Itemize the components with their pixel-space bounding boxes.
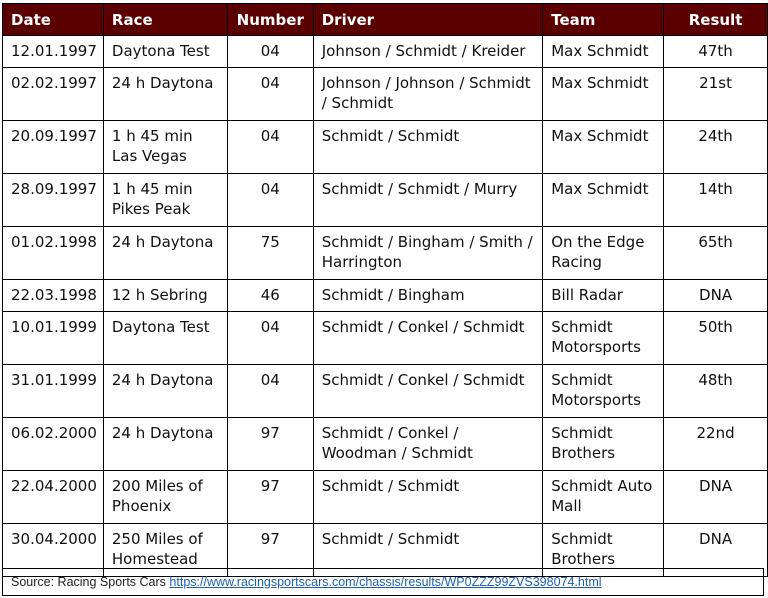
cell-number: 04: [227, 68, 313, 121]
cell-team: Max Schmidt: [543, 36, 664, 68]
cell-number: 04: [227, 36, 313, 68]
cell-number: 04: [227, 365, 313, 418]
cell-race: 200 Miles of Phoenix: [103, 471, 227, 524]
table-row: [3, 418, 768, 471]
cell-team: Schmidt Brothers: [543, 524, 664, 577]
cell-race: 1 h 45 min Pikes Peak: [103, 174, 227, 227]
table-row: [3, 312, 768, 365]
cell-driver: Schmidt / Conkel / Schmidt: [313, 365, 542, 418]
cell-result: 14th: [664, 174, 768, 227]
header-number: Number: [227, 4, 313, 36]
cell-race: Daytona Test: [103, 312, 227, 365]
cell-result: 50th: [664, 312, 768, 365]
race-results-table: [2, 3, 768, 577]
cell-number: 04: [227, 312, 313, 365]
cell-race: 12 h Sebring: [103, 280, 227, 312]
table-row: [3, 174, 768, 227]
cell-driver: Schmidt / Bingham / Smith / Harrington: [313, 227, 542, 280]
cell-date: 02.02.1997: [3, 68, 104, 121]
cell-number: 97: [227, 418, 313, 471]
cell-team: Schmidt Motorsports: [543, 312, 664, 365]
cell-result: 48th: [664, 365, 768, 418]
cell-driver: Schmidt / Schmidt: [313, 121, 542, 174]
cell-result: 47th: [664, 36, 768, 68]
cell-date: 10.01.1999: [3, 312, 104, 365]
cell-race: 24 h Daytona: [103, 418, 227, 471]
cell-number: 46: [227, 280, 313, 312]
cell-driver: Johnson / Schmidt / Kreider: [313, 36, 542, 68]
cell-number: 75: [227, 227, 313, 280]
cell-result: DNA: [664, 280, 768, 312]
cell-team: On the Edge Racing: [543, 227, 664, 280]
cell-number: 04: [227, 121, 313, 174]
cell-result: 65th: [664, 227, 768, 280]
table-row: [3, 36, 768, 68]
cell-driver: Schmidt / Conkel / Schmidt: [313, 312, 542, 365]
cell-driver: Schmidt / Schmidt / Murry: [313, 174, 542, 227]
header-race: Race: [103, 4, 227, 36]
cell-race: 24 h Daytona: [103, 227, 227, 280]
cell-date: 22.04.2000: [3, 471, 104, 524]
table-row: [3, 227, 768, 280]
cell-result: 21st: [664, 68, 768, 121]
table-row: [3, 365, 768, 418]
cell-date: 22.03.1998: [3, 280, 104, 312]
source-link[interactable]: https://www.racingsportscars.com/chassis/results/WP0ZZZ99ZVS398074.html: [169, 575, 602, 589]
cell-driver: Schmidt / Schmidt: [313, 524, 542, 577]
cell-date: 31.01.1999: [3, 365, 104, 418]
cell-team: Max Schmidt: [543, 174, 664, 227]
cell-date: 28.09.1997: [3, 174, 104, 227]
header-date: Date: [3, 4, 104, 36]
cell-result: DNA: [664, 471, 768, 524]
cell-date: 12.01.1997: [3, 36, 104, 68]
cell-race: 250 Miles of Homestead: [103, 524, 227, 577]
results-table-wrapper: [2, 3, 768, 577]
cell-driver: Schmidt / Schmidt: [313, 471, 542, 524]
cell-team: Bill Radar: [543, 280, 664, 312]
cell-team: Schmidt Auto Mall: [543, 471, 664, 524]
cell-result: DNA: [664, 524, 768, 577]
cell-driver: Schmidt / Conkel / Woodman / Schmidt: [313, 418, 542, 471]
cell-team: Schmidt Brothers: [543, 418, 664, 471]
table-row: [3, 280, 768, 312]
cell-driver: Schmidt / Bingham: [313, 280, 542, 312]
cell-race: 24 h Daytona: [103, 365, 227, 418]
cell-number: 97: [227, 524, 313, 577]
cell-driver: Johnson / Johnson / Schmidt / Schmidt: [313, 68, 542, 121]
cell-date: 20.09.1997: [3, 121, 104, 174]
cell-race: Daytona Test: [103, 36, 227, 68]
source-label: Source: Racing Sports Cars: [11, 575, 166, 589]
cell-race: 24 h Daytona: [103, 68, 227, 121]
header-row: [3, 4, 768, 36]
table-row: [3, 68, 768, 121]
cell-team: Schmidt Motorsports: [543, 365, 664, 418]
cell-result: 22nd: [664, 418, 768, 471]
cell-race: 1 h 45 min Las Vegas: [103, 121, 227, 174]
header-team: Team: [543, 4, 664, 36]
cell-date: 01.02.1998: [3, 227, 104, 280]
cell-team: Max Schmidt: [543, 68, 664, 121]
header-driver: Driver: [313, 4, 542, 36]
cell-number: 04: [227, 174, 313, 227]
cell-result: 24th: [664, 121, 768, 174]
cell-date: 30.04.2000: [3, 524, 104, 577]
source-note: [2, 568, 764, 596]
cell-number: 97: [227, 471, 313, 524]
header-result: Result: [664, 4, 768, 36]
table-row: [3, 121, 768, 174]
cell-team: Max Schmidt: [543, 121, 664, 174]
cell-date: 06.02.2000: [3, 418, 104, 471]
table-row: [3, 471, 768, 524]
